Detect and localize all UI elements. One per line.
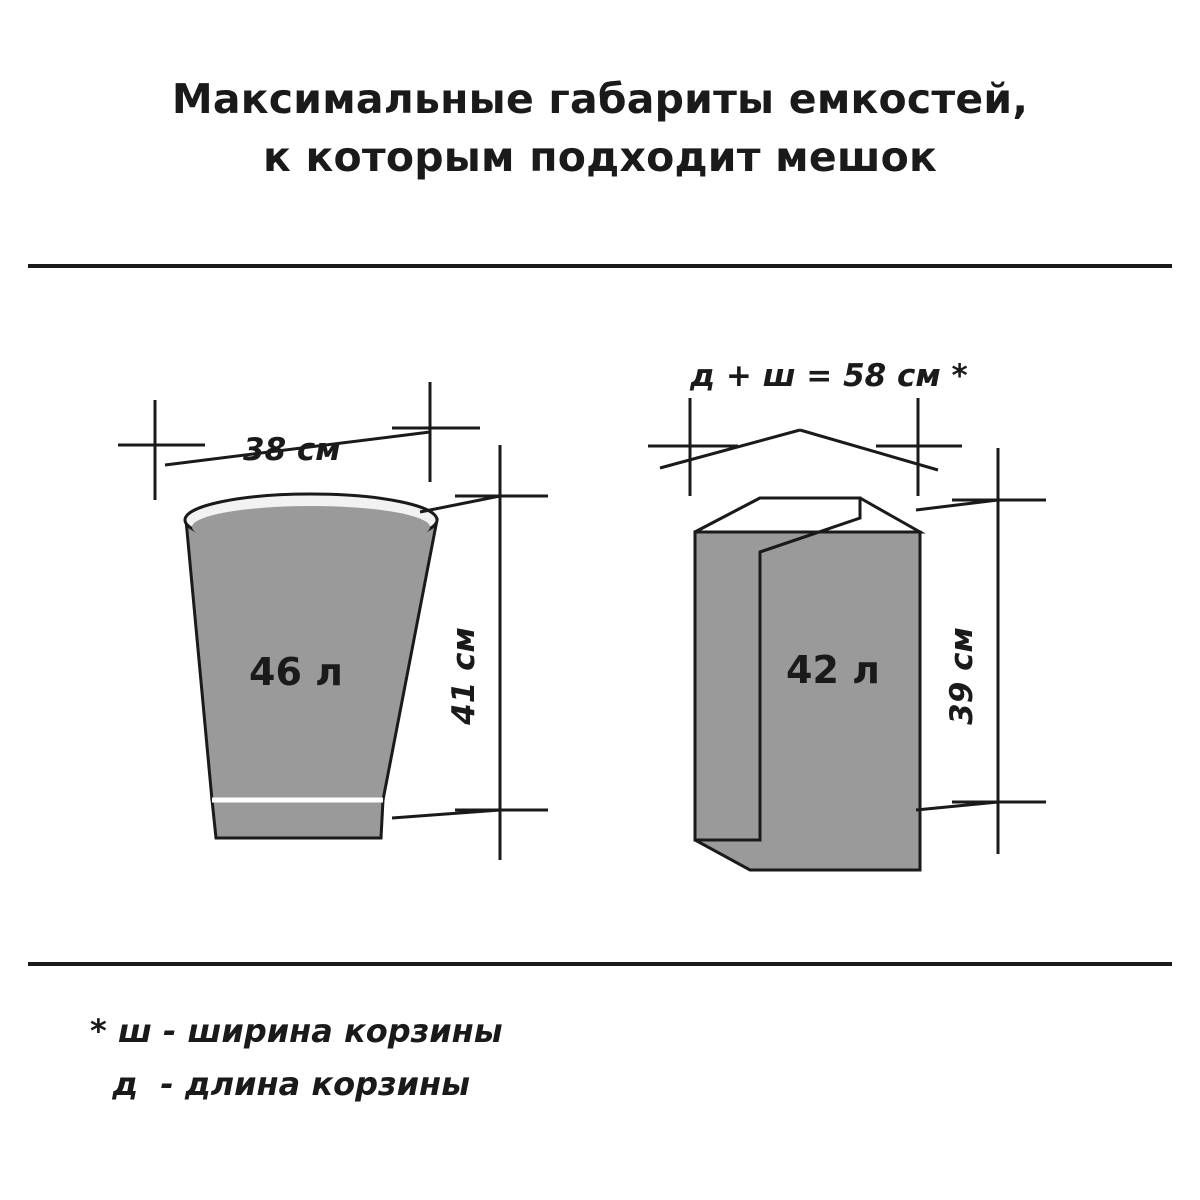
footnote — [90, 1005, 503, 1111]
page-title-line-2: к которым подходит мешок — [263, 133, 937, 182]
rect-bin-top-dimension — [648, 398, 962, 496]
rect-bin-height-dimension — [916, 448, 1046, 854]
round-bin-width-label: 38 см — [243, 432, 341, 468]
diagram-stage — [0, 300, 1200, 960]
rect-bin-volume-label: 42 л — [786, 648, 880, 692]
round-bin-volume-label: 46 л — [249, 650, 343, 694]
footnote-line-1: * ш - ширина корзины — [90, 1012, 503, 1050]
divider-top — [28, 264, 1172, 268]
round-bin-height-label: 41 см — [446, 627, 482, 725]
diagram-graphics — [0, 300, 1200, 960]
footnote-line-2: д - длина корзины — [90, 1064, 471, 1103]
rect-bin-height-label: 39 см — [944, 627, 980, 725]
page-title-line-1: Максимальные габариты емкостей, — [171, 75, 1029, 123]
rect-bin-top-label: д + ш = 58 см * — [690, 358, 968, 394]
divider-bottom — [28, 962, 1172, 966]
page-title — [0, 70, 1200, 186]
